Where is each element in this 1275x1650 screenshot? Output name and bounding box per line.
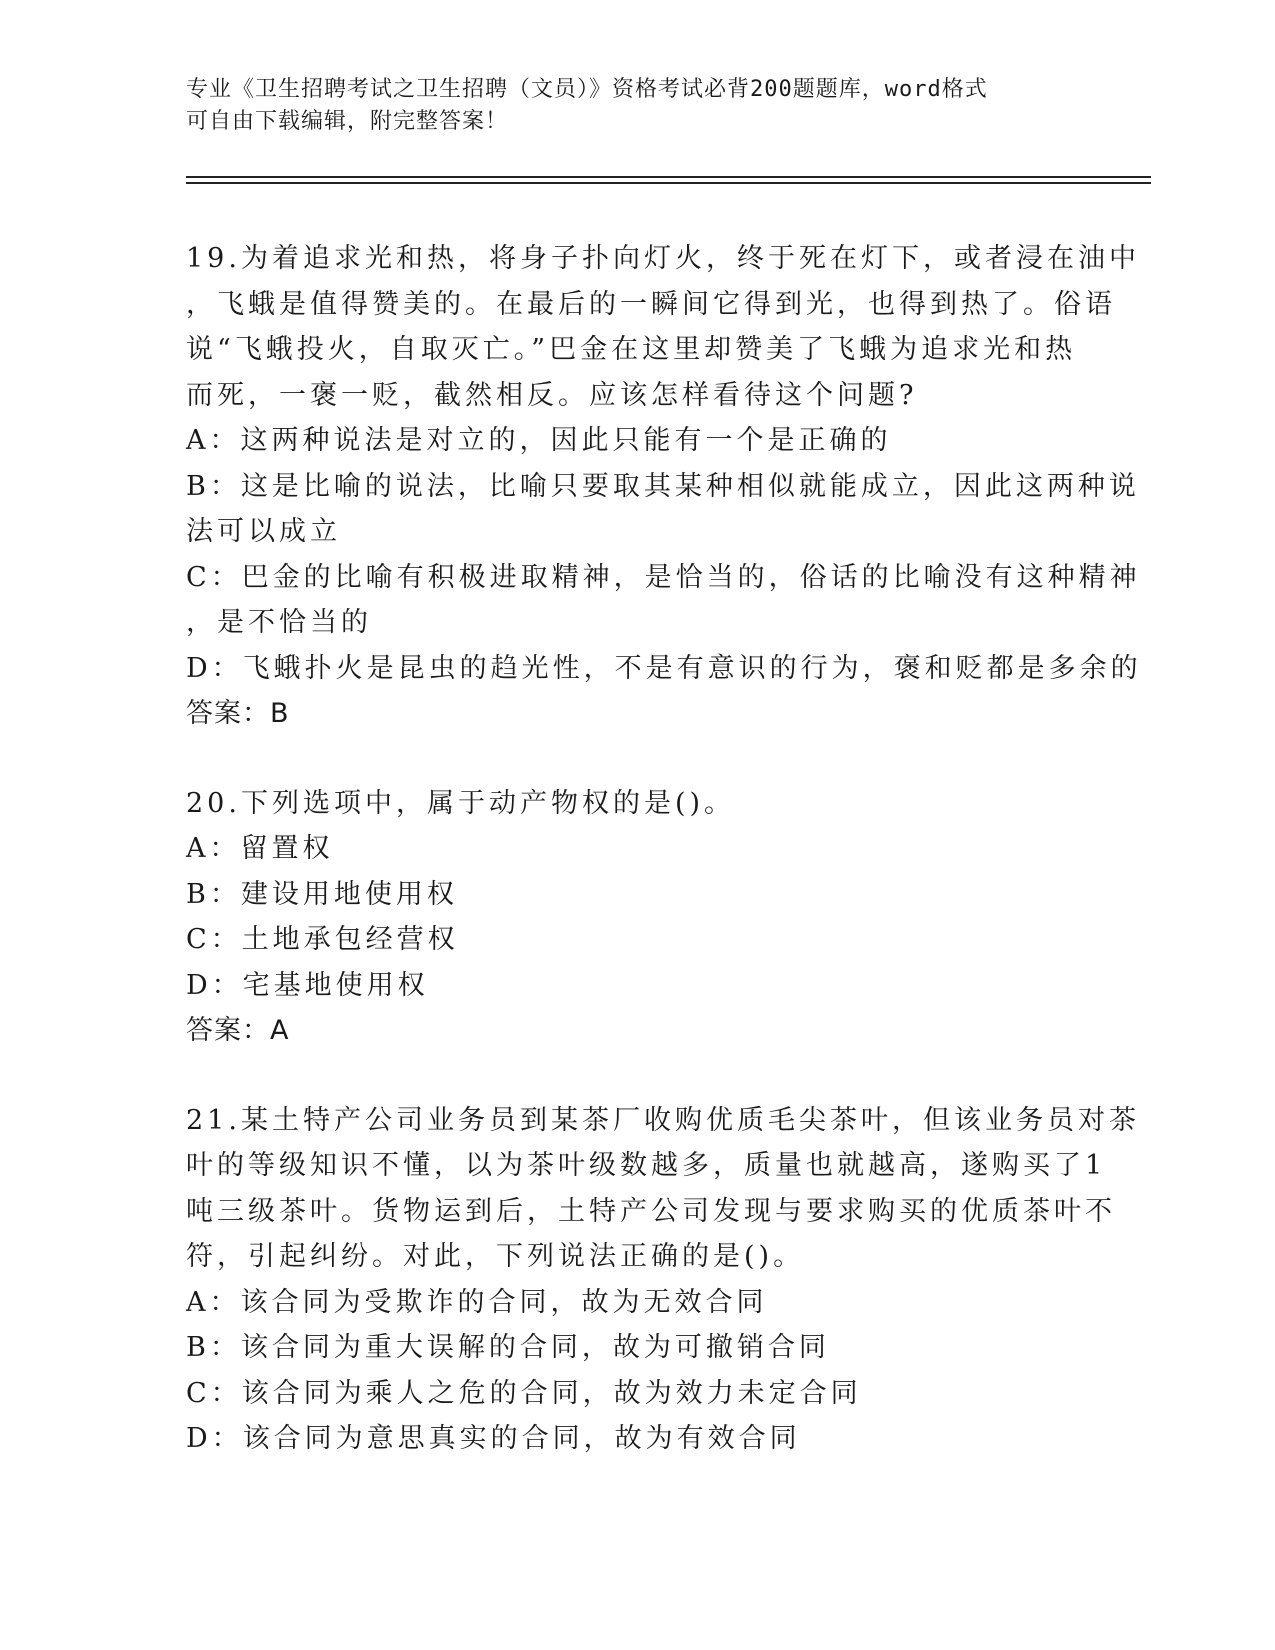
question-19	[186, 236, 1142, 737]
question-text-line: 20.下列选项中，属于动产物权的是()。	[186, 787, 736, 819]
header-line-1: 专业《卫生招聘考试之卫生招聘（文员）》资格考试必背200题题库，word格式	[186, 77, 988, 102]
option-d: D：飞蛾扑火是昆虫的趋光性，不是有意识的行为，褒和贬都是多余的	[186, 652, 1142, 684]
option-d: D：该合同为意思真实的合同，故为有效合同	[186, 1423, 801, 1454]
question-text-line: 吨三级茶叶。货物运到后，土特产公司发现与要求购买的优质茶叶不	[186, 1195, 1116, 1227]
option-b-continued: 法可以成立	[186, 516, 341, 547]
option-a: A：该合同为受欺诈的合同，故为无效合同	[186, 1286, 768, 1318]
question-20	[186, 781, 1066, 1054]
header-divider-top	[186, 176, 1151, 178]
document-header	[186, 74, 1066, 138]
question-text-line: 19.为着追求光和热，将身子扑向灯火，终于死在灯下，或者浸在油中	[186, 243, 1140, 274]
question-text-line: ，飞蛾是值得赞美的。在最后的一瞬间它得到光，也得到热了。俗语	[186, 288, 1116, 320]
option-b: B：这是比喻的说法，比喻只要取其某种相似就能成立，因此这两种说	[186, 470, 1140, 502]
question-text-line: 而死，一褒一贬，截然相反。应该怎样看待这个问题?	[186, 379, 918, 411]
question-text-line: 21.某土特产公司业务员到某茶厂收购优质毛尖茶叶，但该业务员对茶	[186, 1104, 1140, 1136]
option-a: A：这两种说法是对立的，因此只能有一个是正确的	[186, 425, 892, 456]
header-divider-bottom	[186, 182, 1151, 184]
question-list	[186, 236, 1142, 1462]
option-a: A：留置权	[186, 833, 334, 864]
option-b: B：建设用地使用权	[186, 878, 458, 910]
option-c-continued: ，是不恰当的	[186, 607, 372, 638]
option-c: C：该合同为乘人之危的合同，故为效力未定合同	[186, 1377, 862, 1409]
spacer	[186, 737, 1066, 781]
option-c: C：土地承包经营权	[186, 924, 459, 955]
option-c: C：巴金的比喻有积极进取精神，是恰当的，俗话的比喻没有这种精神	[186, 561, 1141, 593]
answer: 答案：A	[186, 1015, 290, 1046]
option-d: D：宅基地使用权	[186, 969, 429, 1001]
answer: 答案：B	[186, 698, 290, 729]
spacer	[186, 1054, 1066, 1098]
header-line-2: 可自由下载编辑，附完整答案！	[186, 109, 509, 134]
question-text-line: 符，引起纠纷。对此，下列说法正确的是()。	[186, 1241, 805, 1272]
question-text-line: 说“飞蛾投火，自取灭亡。”巴金在这里却赞美了飞蛾为追求光和热	[186, 334, 1077, 365]
question-21	[186, 1098, 1140, 1462]
option-b: B：该合同为重大误解的合同，故为可撤销合同	[186, 1332, 830, 1363]
question-text-line: 叶的等级知识不懂，以为茶叶级数越多，质量也就越高，遂购买了1	[186, 1150, 1107, 1181]
